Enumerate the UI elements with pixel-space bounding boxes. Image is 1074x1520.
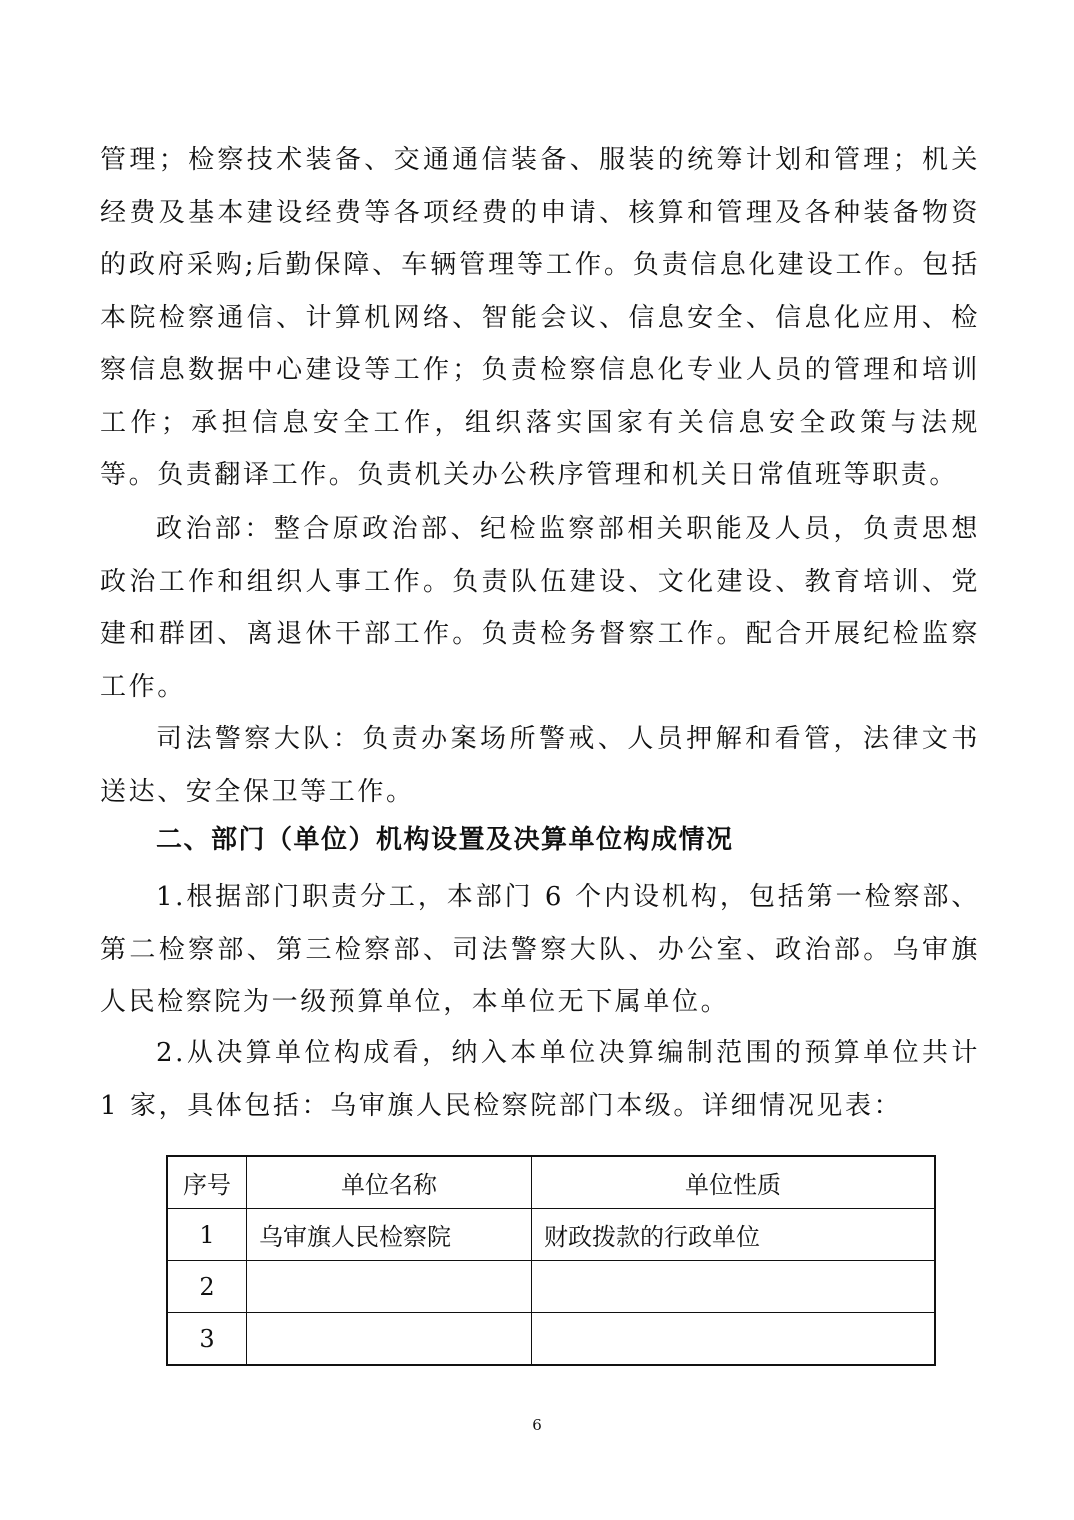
table-cell: 财政拨款的行政单位 <box>532 1209 936 1261</box>
units-table <box>166 1155 936 1366</box>
table-cell: 3 <box>167 1313 247 1366</box>
table-cell <box>532 1261 936 1313</box>
table-row <box>167 1313 935 1366</box>
table-cell: 2 <box>167 1261 247 1313</box>
paragraph-office-duties: 管理；检察技术装备、交通通信装备、服装的统筹计划和管理；机关经费及基本建设经费等各项经费的申请、核算和管理及各种装备物资的政府采购;后勤保障、车辆管理等工作。负责信息化建设工作。包括本院检察通信、计算机网络、智能会议、信息安全、信息化应用、检察信息数据中心建设等工作；负责检察信息化专业人员的管理和培训工作；承担信息安全工作，组织落实国家有关信息安全政策与法规等。负责翻译工作。负责机关办公秩序管理和机关日常值班等职责。 <box>100 145 980 490</box>
table-cell <box>532 1313 936 1366</box>
paragraph-internal-institutions: 1.根据部门职责分工，本部门 6 个内设机构，包括第一检察部、第二检察部、第三检察部、司法警察大队、办公室、政治部。乌审旗人民检察院为一级预算单位，本单位无下属单位。 <box>100 882 980 1017</box>
table-cell <box>247 1313 532 1366</box>
table-row <box>167 1209 935 1261</box>
table-header-cell: 单位性质 <box>532 1156 936 1209</box>
table-header-cell: 序号 <box>167 1156 247 1209</box>
paragraph-judicial-police: 司法警察大队：负责办案场所警戒、人员押解和看管，法律文书送达、安全保卫等工作。 <box>100 724 980 807</box>
table-header-row <box>167 1156 935 1209</box>
table-cell <box>247 1261 532 1313</box>
table-header-cell: 单位名称 <box>247 1156 532 1209</box>
page-number: 6 <box>532 1416 542 1434</box>
table-cell: 1 <box>167 1209 247 1261</box>
table-cell: 乌审旗人民检察院 <box>247 1209 532 1261</box>
section-heading: 二、部门（单位）机构设置及决算单位构成情况 <box>156 825 734 855</box>
paragraph-political-dept: 政治部：整合原政治部、纪检监察部相关职能及人员，负责思想政治工作和组织人事工作。负责队伍建设、文化建设、教育培训、党建和群团、离退休干部工作。负责检务督察工作。配合开展纪检监察工作。 <box>100 514 980 702</box>
table-row <box>167 1261 935 1313</box>
paragraph-budget-units: 2.从决算单位构成看，纳入本单位决算编制范围的预算单位共计 1 家，具体包括：乌审旗人民检察院部门本级。详细情况见表： <box>100 1038 980 1121</box>
